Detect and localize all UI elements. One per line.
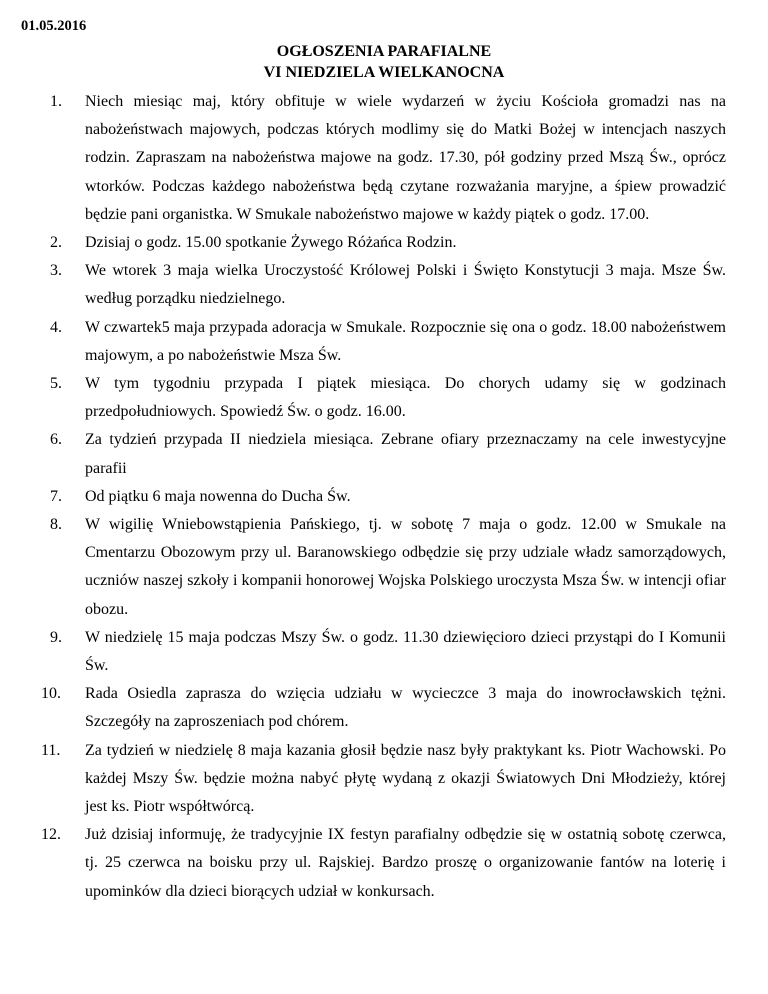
item-text: Rada Osiedla zaprasza do wzięcia udziału w wycieczce 3 maja do inowrocławskich tężni. Szczegóły na zaproszeniach pod chórem.: [85, 685, 726, 731]
item-text: Już dzisiaj informuję, że tradycyjnie IX festyn parafialny odbędzie się w ostatnią sobotę czerwca, tj. 25 czerwca na boisku przy ul. Rajskiej. Bardzo proszę o organizowanie fantów na loterię i upominków dla dzieci biorących udział w konkursach.: [85, 826, 726, 900]
announcement-item-11: [41, 737, 726, 822]
announcement-item-7: [50, 483, 726, 511]
item-number: 8.: [50, 516, 62, 534]
announcements-list: [41, 88, 726, 906]
item-text: Za tydzień w niedzielę 8 maja kazania głosił będzie nasz były praktykant ks. Piotr Wachowski. Po każdej Mszy Św. będzie można nabyć płytę wydaną z okazji Światowych Dni Młodzieży, której jest ks. Piotr współtwórcą.: [85, 741, 726, 816]
item-number: 12.: [41, 826, 61, 844]
item-text: W czwartek5 maja przypada adoracja w Smukale. Rozpocznie się ona o godz. 18.00 nabożeństwem majowym, a po nabożeństwie Msza Św.: [85, 318, 726, 364]
item-number: 9.: [50, 628, 62, 646]
document-title: OGŁOSZENIA PARAFIALNE: [276, 43, 492, 60]
announcement-item-3: [50, 257, 726, 313]
item-number: 4.: [50, 318, 62, 336]
announcement-item-12: [41, 821, 726, 906]
item-text: W niedzielę 15 maja podczas Mszy Św. o godz. 11.30 dziewięcioro dzieci przystąpi do I Komunii Św.: [85, 628, 726, 675]
announcement-item-4: [50, 314, 726, 370]
item-number: 11.: [41, 741, 61, 759]
item-number: 2.: [50, 234, 62, 252]
announcement-item-1: [50, 88, 726, 229]
item-text: Dzisiaj o godz. 15.00 spotkanie Żywego Różańca Rodzin.: [85, 234, 457, 252]
item-number: 1.: [50, 93, 62, 110]
item-text: W wigilię Wniebowstąpienia Pańskiego, tj. w sobotę 7 maja o godz. 12.00 w Smukale na Cmentarzu Obozowym przy ul. Baranowskiego odbędzie się przy udziale władz samorządowych, uczniów naszej szkoły i kompanii honorowej Wojska Polskiego uroczysta Msza Św. w intencji ofiar obozu.: [85, 516, 726, 618]
item-number: 6.: [50, 431, 62, 449]
announcement-item-5: [50, 370, 726, 426]
item-text: Niech miesiąc maj, który obfituje w wiele wydarzeń w życiu Kościoła gromadzi nas na nabożeństwach majowych, podczas których modlimy się do Matki Bożej w intencjach naszych rodzin. Zapraszam na nabożeństwa majowe na godz. 17.30, pół godziny przed Mszą Św., oprócz wtorków. Podczas każdego nabożeństwa będą czytane rozważania maryjne, a śpiew prowadzić będzie pani organistka. W Smukale nabożeństwo majowe w każdy piątek o godz. 17.00.: [85, 93, 726, 223]
document-subtitle: VI NIEDZIELA WIELKANOCNA: [263, 64, 505, 81]
announcement-item-9: [50, 624, 726, 680]
item-text: Od piątku 6 maja nowenna do Ducha Św.: [85, 487, 351, 505]
item-number: 7.: [50, 487, 62, 505]
item-number: 10.: [41, 685, 61, 703]
announcement-item-2: [50, 229, 726, 257]
item-number: 5.: [50, 375, 62, 393]
item-number: 3.: [50, 262, 62, 280]
item-text: We wtorek 3 maja wielka Uroczystość Królowej Polski i Święto Konstytucji 3 maja. Msze Św. według porządku niedzielnego.: [85, 262, 726, 308]
item-text: W tym tygodniu przypada I piątek miesiąca. Do chorych udamy się w godzinach przedpołudniowych. Spowiedź Św. o godz. 16.00.: [85, 375, 726, 421]
announcement-item-6: [50, 426, 726, 482]
document-date: 01.05.2016: [21, 18, 87, 34]
item-text: Za tydzień przypada II niedziela miesiąca. Zebrane ofiary przeznaczamy na cele inwestycyjne parafii: [85, 431, 726, 477]
announcement-item-8: [50, 511, 726, 624]
announcement-item-10: [41, 680, 726, 736]
